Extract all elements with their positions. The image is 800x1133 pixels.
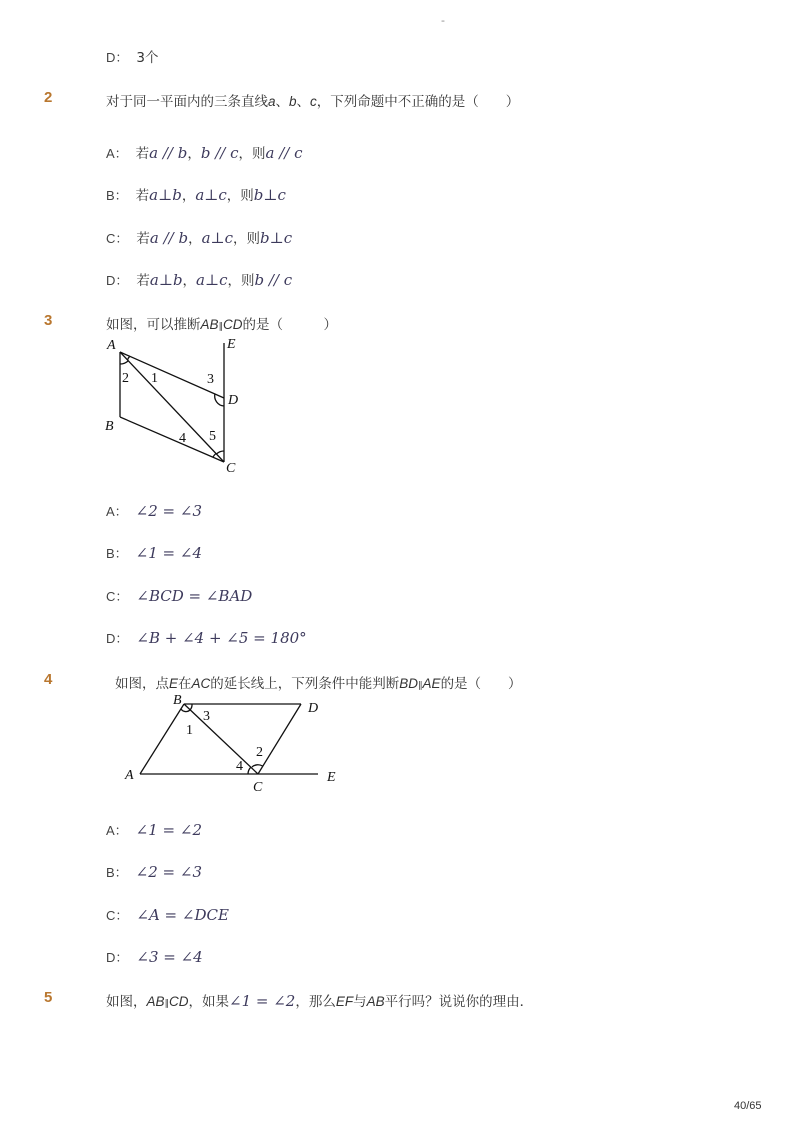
option-math: a⊥b xyxy=(149,271,183,289)
stem-text: 的延长线上，下列条件中能判断 xyxy=(210,676,400,692)
angle-arc-1 xyxy=(128,356,131,360)
point-label-d: D xyxy=(308,701,319,716)
header-mark: - xyxy=(441,14,445,27)
option-text: ，则 xyxy=(226,188,254,204)
q3-option-a[interactable] xyxy=(106,501,202,520)
stem-var: BD xyxy=(399,676,419,691)
stem-text: 的是（ ） xyxy=(242,317,338,333)
stem-text: 如图， xyxy=(106,994,147,1010)
angle-arc-2 xyxy=(120,361,129,365)
stem-text: 如图，点 xyxy=(115,676,169,692)
point-label-c: C xyxy=(226,461,236,476)
q2-option-a[interactable] xyxy=(106,142,303,162)
angle-arc-5 xyxy=(217,451,225,454)
q4-option-d[interactable] xyxy=(106,947,203,966)
option-math: b⊥c xyxy=(260,229,293,247)
stem-var: AB xyxy=(146,994,165,1009)
stem-text: 与 xyxy=(353,994,367,1010)
point-label-b: B xyxy=(105,419,114,434)
stem-var: AB xyxy=(366,994,385,1009)
option-label: D： xyxy=(106,950,129,965)
angle-label-3: 3 xyxy=(207,372,214,387)
option-math: ∠A = ∠DCE xyxy=(136,906,229,924)
angle-label-1: 1 xyxy=(186,723,193,738)
q2-option-b[interactable] xyxy=(106,184,286,204)
stem-var: CD xyxy=(169,994,189,1009)
q3-figure xyxy=(100,335,260,480)
option-math: ∠B + ∠4 + ∠5 = 180° xyxy=(136,629,307,647)
stem-var: E xyxy=(169,676,179,691)
stem-text: 平行吗？说说你的理由． xyxy=(384,994,534,1010)
point-label-a: A xyxy=(107,338,116,353)
option-math: a // b xyxy=(149,229,189,247)
question-5-stem xyxy=(106,990,533,1010)
option-label: B： xyxy=(106,865,128,880)
stem-rel: ∥ xyxy=(164,999,170,1009)
angle-arc-4 xyxy=(248,767,251,774)
angle-arc-c xyxy=(252,765,263,767)
q4-figure xyxy=(120,694,350,799)
question-3-stem xyxy=(106,313,337,333)
point-label-b: B xyxy=(173,694,182,708)
stem-var: AB xyxy=(200,317,219,332)
stem-rel: ∥ xyxy=(418,681,423,691)
stem-var: b xyxy=(289,94,297,109)
q4-option-a[interactable] xyxy=(106,820,202,839)
option-text: ，则 xyxy=(227,273,255,289)
stem-math: ∠1 = ∠2 xyxy=(229,992,296,1010)
option-label: A： xyxy=(106,146,128,161)
point-label-e: E xyxy=(227,337,236,352)
question-number-5: 5 xyxy=(44,989,53,1006)
option-label: C： xyxy=(106,908,129,923)
angle-label-4: 4 xyxy=(179,431,186,446)
option-math: ∠1 = ∠2 xyxy=(135,821,202,839)
angle-label-2: 2 xyxy=(122,371,129,386)
option-text: ， xyxy=(188,231,202,247)
option-math: a⊥c xyxy=(196,271,228,289)
q3-option-b[interactable] xyxy=(106,543,202,562)
q1-option-d[interactable] xyxy=(106,46,158,66)
q2-option-d[interactable] xyxy=(106,269,292,289)
stem-rel: ∥ xyxy=(218,322,224,332)
option-label: B： xyxy=(106,546,128,561)
question-4-stem xyxy=(115,672,522,692)
option-text: 若 xyxy=(136,273,150,289)
option-label: A： xyxy=(106,504,128,519)
option-label: A： xyxy=(106,823,128,838)
segment-bc xyxy=(184,704,258,774)
option-math: a⊥c xyxy=(201,229,234,247)
q4-option-b[interactable] xyxy=(106,862,202,881)
option-text: 若 xyxy=(136,231,150,247)
question-2-stem xyxy=(106,90,519,110)
q4-option-c[interactable] xyxy=(106,905,229,924)
question-number-3: 3 xyxy=(44,312,53,329)
option-label: D： xyxy=(106,50,129,65)
stem-text: 对于同一平面内的三条直线 xyxy=(106,94,268,110)
page-number: 40/65 xyxy=(734,1100,762,1112)
option-text: ， xyxy=(187,146,201,162)
q2-option-c[interactable] xyxy=(106,227,292,247)
stem-var: a xyxy=(268,94,276,109)
option-math: a⊥c xyxy=(195,186,227,204)
option-math: ∠BCD = ∠BAD xyxy=(136,587,253,605)
stem-sep: 、 xyxy=(296,94,311,110)
stem-text: 的是（ ） xyxy=(440,676,522,692)
option-label: B： xyxy=(106,188,128,203)
angle-label-2: 2 xyxy=(256,745,263,760)
option-label: D： xyxy=(106,631,129,646)
stem-text: ，下列命题中不正确的是（ ） xyxy=(316,94,520,110)
point-label-c: C xyxy=(253,780,263,795)
option-label: C： xyxy=(106,589,129,604)
point-label-a: A xyxy=(125,768,134,783)
option-math: a // c xyxy=(265,144,303,162)
stem-var: CD xyxy=(223,317,243,332)
stem-var: AE xyxy=(422,676,441,691)
stem-var: EF xyxy=(335,994,354,1009)
angle-arc-3 xyxy=(190,704,192,710)
option-math: b⊥c xyxy=(253,186,286,204)
angle-label-5: 5 xyxy=(209,429,216,444)
option-math: a⊥b xyxy=(149,186,182,204)
option-text: ，则 xyxy=(238,146,266,162)
stem-sep: 、 xyxy=(275,94,290,110)
option-math: a // b xyxy=(149,144,188,162)
option-text: 若 xyxy=(135,146,150,162)
stem-text: 如图，可以推断 xyxy=(106,317,201,333)
segment-cd xyxy=(258,704,301,774)
option-math: ∠2 = ∠3 xyxy=(135,502,202,520)
option-text: ， xyxy=(181,188,196,204)
segment-ab xyxy=(140,704,184,774)
option-text: ， xyxy=(182,273,197,289)
point-label-e: E xyxy=(327,770,336,785)
angle-arc-4 xyxy=(213,454,216,458)
option-text: 3个 xyxy=(136,50,159,66)
option-math: ∠1 = ∠4 xyxy=(135,544,202,562)
angle-label-3: 3 xyxy=(203,709,210,724)
stem-text: 在 xyxy=(178,676,192,692)
option-text: ，则 xyxy=(233,231,261,247)
question-number-2: 2 xyxy=(44,89,53,106)
option-math: b // c xyxy=(254,271,293,289)
segment-ac xyxy=(120,352,224,462)
option-label: D： xyxy=(106,273,129,288)
q3-option-d[interactable] xyxy=(106,628,307,647)
angle-label-1: 1 xyxy=(151,371,158,386)
option-label: C： xyxy=(106,231,129,246)
stem-var: c xyxy=(310,94,317,109)
option-math: ∠3 = ∠4 xyxy=(136,948,203,966)
angle-arc-1 xyxy=(181,709,190,712)
question-number-4: 4 xyxy=(44,671,53,688)
option-math: b // c xyxy=(200,144,239,162)
stem-text: ，如果 xyxy=(188,994,230,1010)
stem-text: ，那么 xyxy=(295,994,336,1010)
q3-option-c[interactable] xyxy=(106,586,252,605)
option-math: ∠2 = ∠3 xyxy=(135,863,202,881)
option-text: 若 xyxy=(135,188,150,204)
angle-label-4: 4 xyxy=(236,759,243,774)
point-label-d: D xyxy=(228,393,239,408)
stem-var: AC xyxy=(191,676,211,691)
